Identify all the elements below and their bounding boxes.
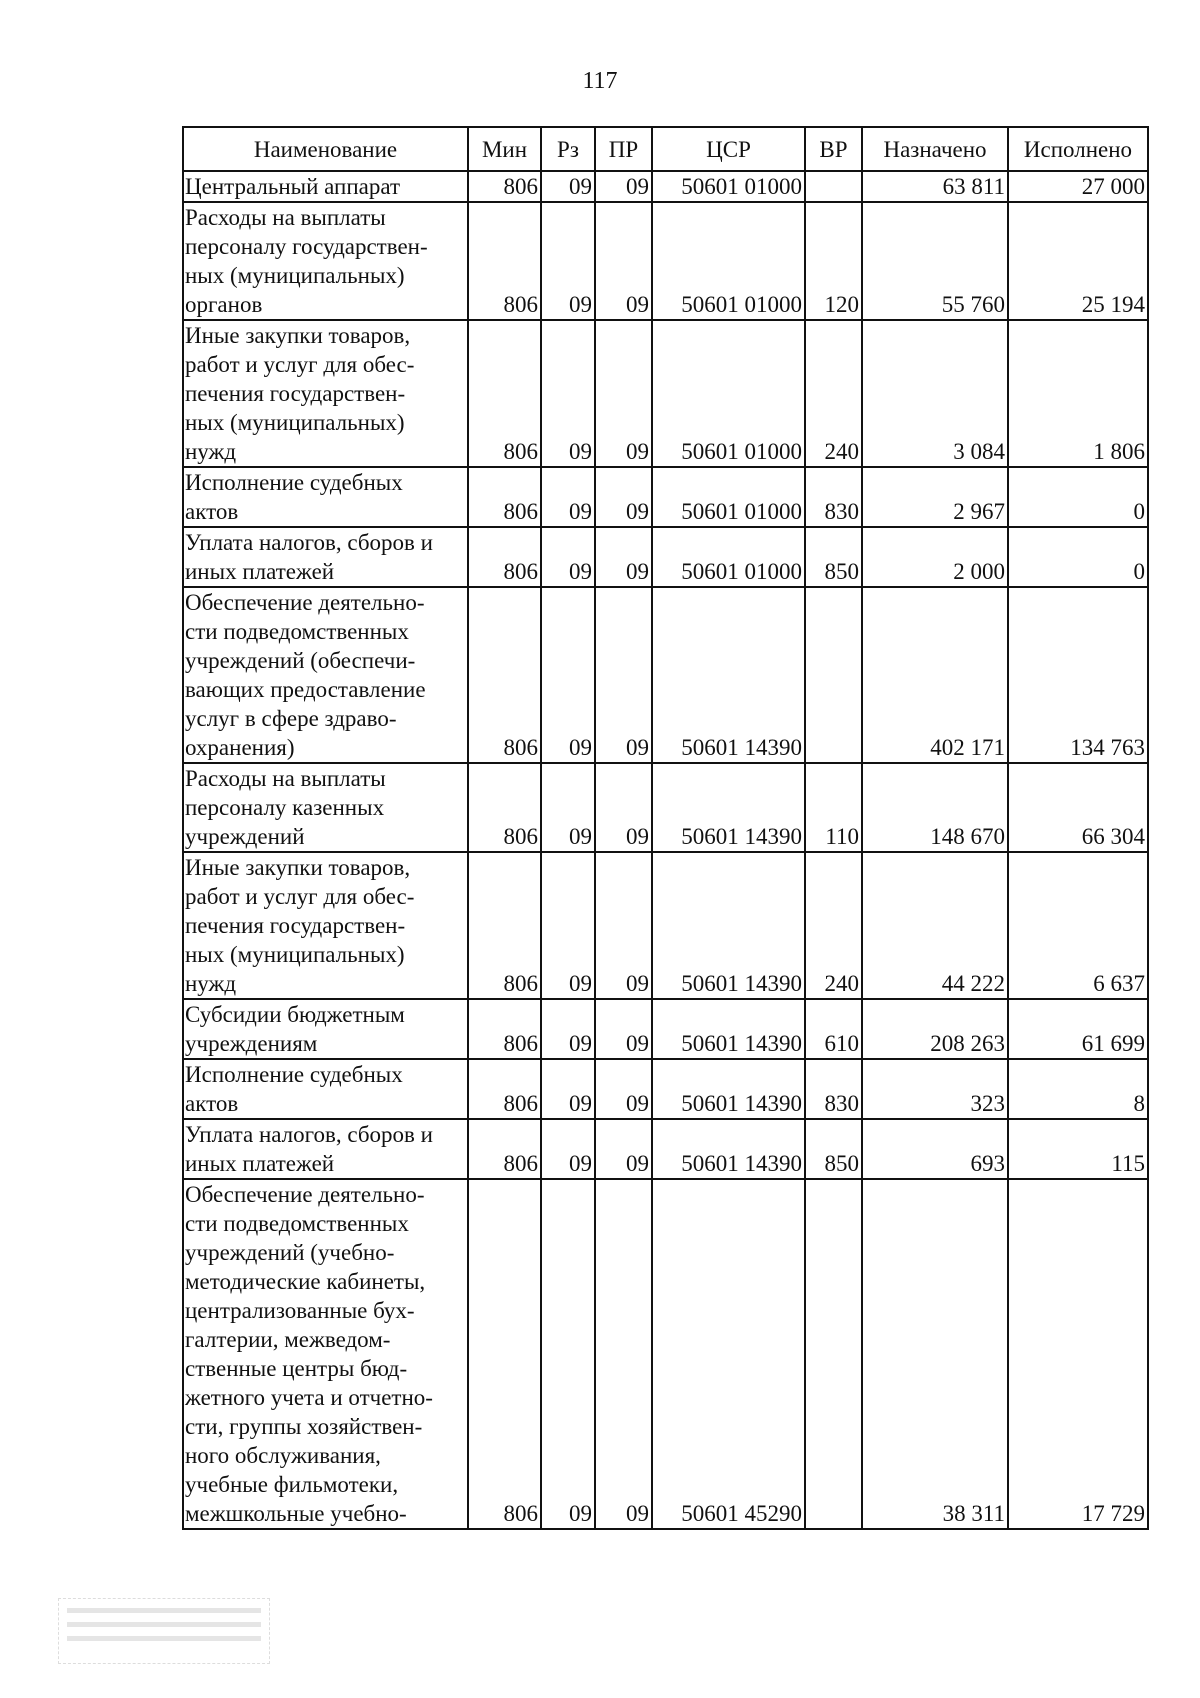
cell-name: Обеспечение деятельно- сти подведомственных учреждений (обеспечи- вающих предоставление услуг в сфере здраво- охранения) [183, 587, 468, 763]
cell-vr: 110 [805, 763, 862, 852]
cell-assigned: 2 000 [862, 527, 1008, 587]
cell-assigned: 63 811 [862, 171, 1008, 202]
table-row [183, 587, 1148, 763]
cell-name: Исполнение судебных актов [183, 467, 468, 527]
cell-name: Уплата налогов, сборов и иных платежей [183, 1119, 468, 1179]
cell-assigned: 55 760 [862, 202, 1008, 320]
cell-min: 806 [468, 1179, 541, 1529]
cell-executed: 1 806 [1008, 320, 1148, 467]
cell-min: 806 [468, 202, 541, 320]
cell-csr: 50601 14390 [652, 1059, 805, 1119]
cell-pr: 09 [595, 763, 652, 852]
table-row [183, 1179, 1148, 1529]
cell-min: 806 [468, 587, 541, 763]
cell-name: Центральный аппарат [183, 171, 468, 202]
cell-vr: 240 [805, 320, 862, 467]
cell-pr: 09 [595, 527, 652, 587]
cell-csr: 50601 01000 [652, 320, 805, 467]
cell-name: Иные закупки товаров, работ и услуг для обес- печения государствен- ных (муниципальных) нужд [183, 320, 468, 467]
cell-min: 806 [468, 763, 541, 852]
cell-assigned: 693 [862, 1119, 1008, 1179]
cell-rz: 09 [541, 1059, 595, 1119]
cell-executed: 61 699 [1008, 999, 1148, 1059]
table-row [183, 1059, 1148, 1119]
cell-min: 806 [468, 527, 541, 587]
cell-csr: 50601 01000 [652, 527, 805, 587]
cell-rz: 09 [541, 171, 595, 202]
table-row [183, 320, 1148, 467]
cell-pr: 09 [595, 467, 652, 527]
cell-pr: 09 [595, 1059, 652, 1119]
cell-csr: 50601 14390 [652, 852, 805, 999]
cell-rz: 09 [541, 527, 595, 587]
cell-pr: 09 [595, 171, 652, 202]
faint-stamp [58, 1598, 270, 1664]
cell-min: 806 [468, 171, 541, 202]
cell-csr: 50601 01000 [652, 467, 805, 527]
cell-assigned: 38 311 [862, 1179, 1008, 1529]
budget-table [182, 126, 1149, 1530]
cell-rz: 09 [541, 1179, 595, 1529]
cell-min: 806 [468, 999, 541, 1059]
cell-rz: 09 [541, 852, 595, 999]
cell-pr: 09 [595, 587, 652, 763]
cell-pr: 09 [595, 320, 652, 467]
cell-assigned: 148 670 [862, 763, 1008, 852]
table-row [183, 467, 1148, 527]
cell-rz: 09 [541, 320, 595, 467]
cell-min: 806 [468, 852, 541, 999]
cell-rz: 09 [541, 467, 595, 527]
cell-assigned: 208 263 [862, 999, 1008, 1059]
cell-name: Исполнение судебных актов [183, 1059, 468, 1119]
cell-csr: 50601 14390 [652, 999, 805, 1059]
cell-csr: 50601 01000 [652, 171, 805, 202]
cell-pr: 09 [595, 999, 652, 1059]
cell-vr: 830 [805, 1059, 862, 1119]
cell-vr [805, 171, 862, 202]
header-name: Наименование [183, 127, 468, 171]
header-min: Мин [468, 127, 541, 171]
cell-vr: 240 [805, 852, 862, 999]
cell-vr [805, 587, 862, 763]
cell-rz: 09 [541, 763, 595, 852]
cell-csr: 50601 14390 [652, 1119, 805, 1179]
header-rz: Рз [541, 127, 595, 171]
cell-assigned: 402 171 [862, 587, 1008, 763]
cell-name: Расходы на выплаты персоналу государствен- ных (муниципальных) органов [183, 202, 468, 320]
cell-csr: 50601 45290 [652, 1179, 805, 1529]
cell-vr: 850 [805, 1119, 862, 1179]
cell-vr: 120 [805, 202, 862, 320]
cell-rz: 09 [541, 202, 595, 320]
cell-executed: 134 763 [1008, 587, 1148, 763]
cell-executed: 27 000 [1008, 171, 1148, 202]
header-pr: ПР [595, 127, 652, 171]
cell-pr: 09 [595, 1119, 652, 1179]
header-executed: Исполнено [1008, 127, 1148, 171]
cell-name: Обеспечение деятельно- сти подведомственных учреждений (учебно- методические кабинеты, централизованные бух- галтерии, межведом- ственные центры бюд- жетного учета и отчетно- сти, группы хозяйствен- ного обслуживания, учебные фильмотеки, межшкольные учебно- [183, 1179, 468, 1529]
cell-pr: 09 [595, 1179, 652, 1529]
cell-rz: 09 [541, 1119, 595, 1179]
table-row [183, 527, 1148, 587]
cell-vr [805, 1179, 862, 1529]
cell-pr: 09 [595, 202, 652, 320]
table-row [183, 999, 1148, 1059]
cell-csr: 50601 14390 [652, 587, 805, 763]
page-number: 117 [582, 68, 618, 94]
cell-name: Иные закупки товаров, работ и услуг для обес- печения государствен- ных (муниципальных) нужд [183, 852, 468, 999]
cell-assigned: 2 967 [862, 467, 1008, 527]
cell-executed: 115 [1008, 1119, 1148, 1179]
cell-min: 806 [468, 467, 541, 527]
cell-executed: 6 637 [1008, 852, 1148, 999]
cell-vr: 850 [805, 527, 862, 587]
header-assigned: Назначено [862, 127, 1008, 171]
cell-min: 806 [468, 1059, 541, 1119]
cell-assigned: 3 084 [862, 320, 1008, 467]
cell-assigned: 44 222 [862, 852, 1008, 999]
table-row [183, 1119, 1148, 1179]
cell-min: 806 [468, 320, 541, 467]
cell-vr: 610 [805, 999, 862, 1059]
table-header-row [183, 127, 1148, 171]
header-csr: ЦСР [652, 127, 805, 171]
table-row [183, 852, 1148, 999]
cell-vr: 830 [805, 467, 862, 527]
cell-assigned: 323 [862, 1059, 1008, 1119]
cell-executed: 66 304 [1008, 763, 1148, 852]
cell-executed: 0 [1008, 527, 1148, 587]
cell-min: 806 [468, 1119, 541, 1179]
cell-pr: 09 [595, 852, 652, 999]
cell-executed: 0 [1008, 467, 1148, 527]
cell-rz: 09 [541, 587, 595, 763]
cell-name: Субсидии бюджетным учреждениям [183, 999, 468, 1059]
cell-csr: 50601 14390 [652, 763, 805, 852]
cell-executed: 8 [1008, 1059, 1148, 1119]
table-row [183, 171, 1148, 202]
cell-csr: 50601 01000 [652, 202, 805, 320]
cell-name: Расходы на выплаты персоналу казенных учреждений [183, 763, 468, 852]
table-row [183, 763, 1148, 852]
cell-executed: 17 729 [1008, 1179, 1148, 1529]
cell-name: Уплата налогов, сборов и иных платежей [183, 527, 468, 587]
cell-rz: 09 [541, 999, 595, 1059]
table-row [183, 202, 1148, 320]
cell-executed: 25 194 [1008, 202, 1148, 320]
header-vr: ВР [805, 127, 862, 171]
